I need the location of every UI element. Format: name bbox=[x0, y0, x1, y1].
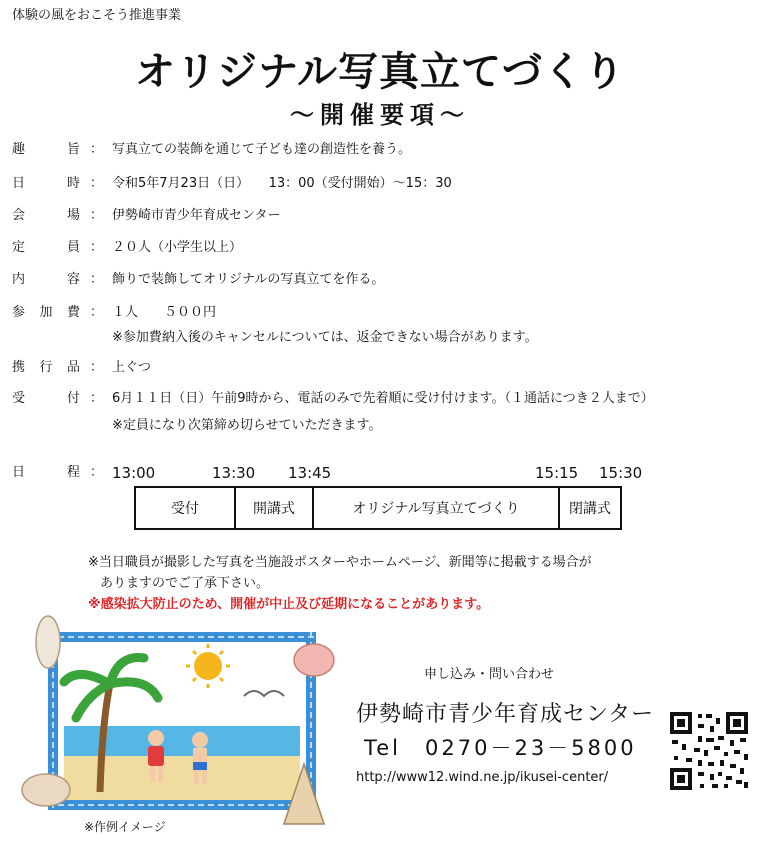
detail-value: １人 ５００円 bbox=[112, 305, 217, 320]
schedule-cell: 受付 bbox=[136, 488, 236, 528]
schedule-cell: オリジナル写真立てづくり bbox=[314, 488, 560, 528]
schedule-cell: 閉講式 bbox=[569, 501, 611, 517]
detail-label: 受 付 bbox=[12, 391, 80, 406]
schedule-table bbox=[134, 486, 622, 530]
contact-phone: Tel 0270－23－5800 bbox=[364, 736, 637, 760]
detail-label: 携 行 品 bbox=[12, 360, 80, 375]
schedule-time: 15:15 bbox=[535, 464, 579, 482]
schedule-time: 13:45 bbox=[288, 464, 332, 482]
sample-photo-frame bbox=[18, 614, 338, 832]
detail-label: 趣 旨 bbox=[12, 142, 80, 157]
schedule-time: 13:00 bbox=[112, 464, 156, 482]
detail-value: 令和5年7月23日（日） 13：00（受付開始）～15：30 bbox=[112, 176, 452, 191]
schedule-time: 15:30 bbox=[599, 464, 643, 482]
page-subtitle: ～開催要項～ bbox=[290, 101, 470, 129]
detail-label: 定 員 bbox=[12, 240, 80, 255]
detail-note: ※定員になり次第締め切らせていただきます。 bbox=[112, 418, 382, 433]
schedule-cell: 開講式 bbox=[236, 488, 314, 528]
contact-organization: 伊勢崎市青少年育成センター bbox=[356, 702, 655, 727]
detail-label: 参 加 費 bbox=[12, 305, 80, 320]
detail-label: 会 場 bbox=[12, 208, 80, 223]
detail-label: 内 容 bbox=[12, 272, 80, 287]
page-title: オリジナル写真立てづくり bbox=[135, 49, 625, 95]
photo-notice-cont: ありますのでご了承下さい。 bbox=[100, 576, 270, 591]
qr-code-icon[interactable] bbox=[668, 710, 750, 792]
contact-heading: 申し込み・問い合わせ bbox=[424, 667, 555, 682]
detail-value: 上ぐつ bbox=[112, 360, 152, 375]
detail-label: 日 時 bbox=[12, 176, 80, 191]
photo-notice: ※当日職員が撮影した写真を当施設ポスターやホームページ、新聞等に掲載する場合が bbox=[88, 555, 592, 570]
detail-value: 写真立ての装飾を通じて子ども達の創造性を養う。 bbox=[112, 142, 412, 157]
contact-url[interactable]: http://www12.wind.ne.jp/ikusei-center/ bbox=[356, 770, 609, 785]
detail-value: 伊勢崎市青少年育成センター bbox=[112, 208, 281, 223]
detail-value: ２０人（小学生以上） bbox=[112, 240, 243, 255]
schedule-time: 13:30 bbox=[212, 464, 256, 482]
detail-value: 6月１１日（日）午前9時から、電話のみで先着順に受け付けます。（１通話につき２人まで） bbox=[112, 391, 654, 406]
detail-note: ※参加費納入後のキャンセルについては、返金できない場合があります。 bbox=[112, 330, 538, 345]
sample-caption: ※作例イメージ bbox=[84, 820, 166, 834]
detail-value: 飾りで装飾してオリジナルの写真立てを作る。 bbox=[112, 272, 385, 287]
organizer-line: 体験の風をおこそう推進事業 bbox=[12, 8, 182, 23]
infection-notice: ※感染拡大防止のため、開催が中止及び延期になることがあります。 bbox=[88, 597, 490, 612]
schedule-label: 日 程 bbox=[12, 465, 80, 480]
